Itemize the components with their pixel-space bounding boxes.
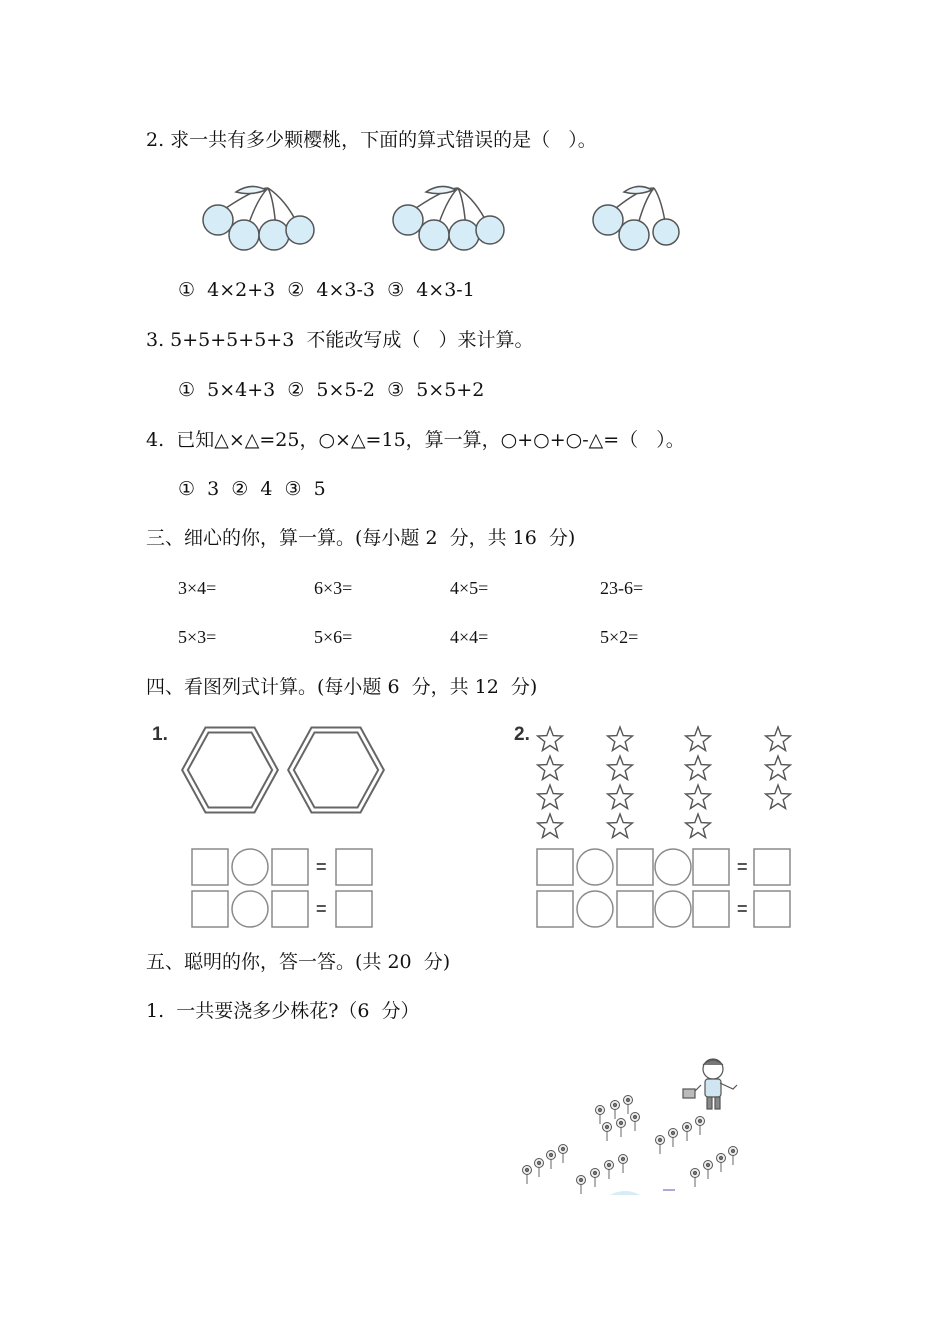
star-icon [538, 727, 563, 751]
star-icon [766, 785, 791, 809]
flower-center [731, 1149, 734, 1152]
calc-item: 4×5= [450, 578, 489, 598]
flower-center [658, 1138, 661, 1141]
star-icon [538, 785, 563, 809]
star-icon [686, 756, 711, 780]
star-array [530, 722, 800, 847]
flower-center [579, 1178, 582, 1181]
problem-2-label: 2. [514, 724, 530, 745]
star-icon [608, 785, 633, 809]
equals-sign: = [737, 857, 748, 877]
flower-center [605, 1125, 608, 1128]
flower-center [619, 1121, 622, 1124]
star-icon [686, 785, 711, 809]
calc-item: 5×2= [600, 627, 639, 647]
stick-hexagons [185, 725, 385, 825]
boy-figure [683, 1059, 737, 1109]
equals-sign: = [316, 899, 327, 919]
star-icon [608, 727, 633, 751]
equals-sign: = [737, 899, 748, 919]
flower-center [598, 1108, 601, 1111]
section-5-title: 五、聪明的你，答一答。(共 20 分) [146, 951, 451, 973]
flower-center [621, 1157, 624, 1160]
star-icon [766, 727, 791, 751]
flower-center [561, 1147, 564, 1150]
cherry-illustration [196, 180, 696, 260]
cherry-group-3 [593, 186, 679, 250]
flower-center [671, 1131, 674, 1134]
cherry-group-1 [203, 186, 314, 250]
calc-item: 5×3= [178, 627, 217, 647]
question-2-options: ① 4×2+3 ② 4×3-3 ③ 4×3-1 [178, 279, 475, 301]
section-5-question-1: 1. 一共要浇多少株花?（6 分） [146, 1000, 420, 1022]
question-4-text: 4. 已知△×△=25，○×△=15，算一算，○+○+○-△=（ ）。 [146, 429, 685, 451]
question-2-text: 2. 求一共有多少颗樱桃，下面的算式错误的是（ ）。 [146, 129, 597, 151]
flower-center [607, 1163, 610, 1166]
flower-center [693, 1171, 696, 1174]
problem-2-answer-template [537, 849, 795, 929]
flower-center [537, 1161, 540, 1164]
question-4-options: ① 3 ② 4 ③ 5 [178, 478, 326, 500]
flower-center [626, 1098, 629, 1101]
cherry-group-2 [393, 186, 504, 250]
flower-center [633, 1115, 636, 1118]
star-icon [766, 756, 791, 780]
flower-center [698, 1119, 701, 1122]
calc-item: 6×3= [314, 578, 353, 598]
section-4-title: 四、看图列式计算。(每小题 6 分，共 12 分) [146, 676, 538, 698]
calc-item: 23-6= [600, 578, 644, 598]
flower-center [593, 1171, 596, 1174]
star-icon [538, 814, 563, 838]
flower-center [706, 1163, 709, 1166]
flower-center [525, 1168, 528, 1171]
section-3-title: 三、细心的你，算一算。(每小题 2 分，共 16 分) [146, 527, 576, 549]
flower-center [549, 1153, 552, 1156]
star-icon [686, 727, 711, 751]
flower-center [719, 1156, 722, 1159]
question-3-text: 3. 5+5+5+5+3 不能改写成（ ）来计算。 [146, 329, 534, 351]
equals-sign: = [316, 857, 327, 877]
problem-1-answer-template [192, 849, 377, 929]
calc-item: 4×4= [450, 627, 489, 647]
calc-item: 5×6= [314, 627, 353, 647]
question-3-options: ① 5×4+3 ② 5×5-2 ③ 5×5+2 [178, 379, 485, 401]
star-icon [686, 814, 711, 838]
flower-center [613, 1103, 616, 1106]
watering-flowers-illustration [515, 1055, 745, 1200]
star-icon [608, 814, 633, 838]
star-icon [538, 756, 563, 780]
star-icon [608, 756, 633, 780]
problem-1-label: 1. [152, 724, 168, 745]
calc-item: 3×4= [178, 578, 217, 598]
flower-center [685, 1125, 688, 1128]
